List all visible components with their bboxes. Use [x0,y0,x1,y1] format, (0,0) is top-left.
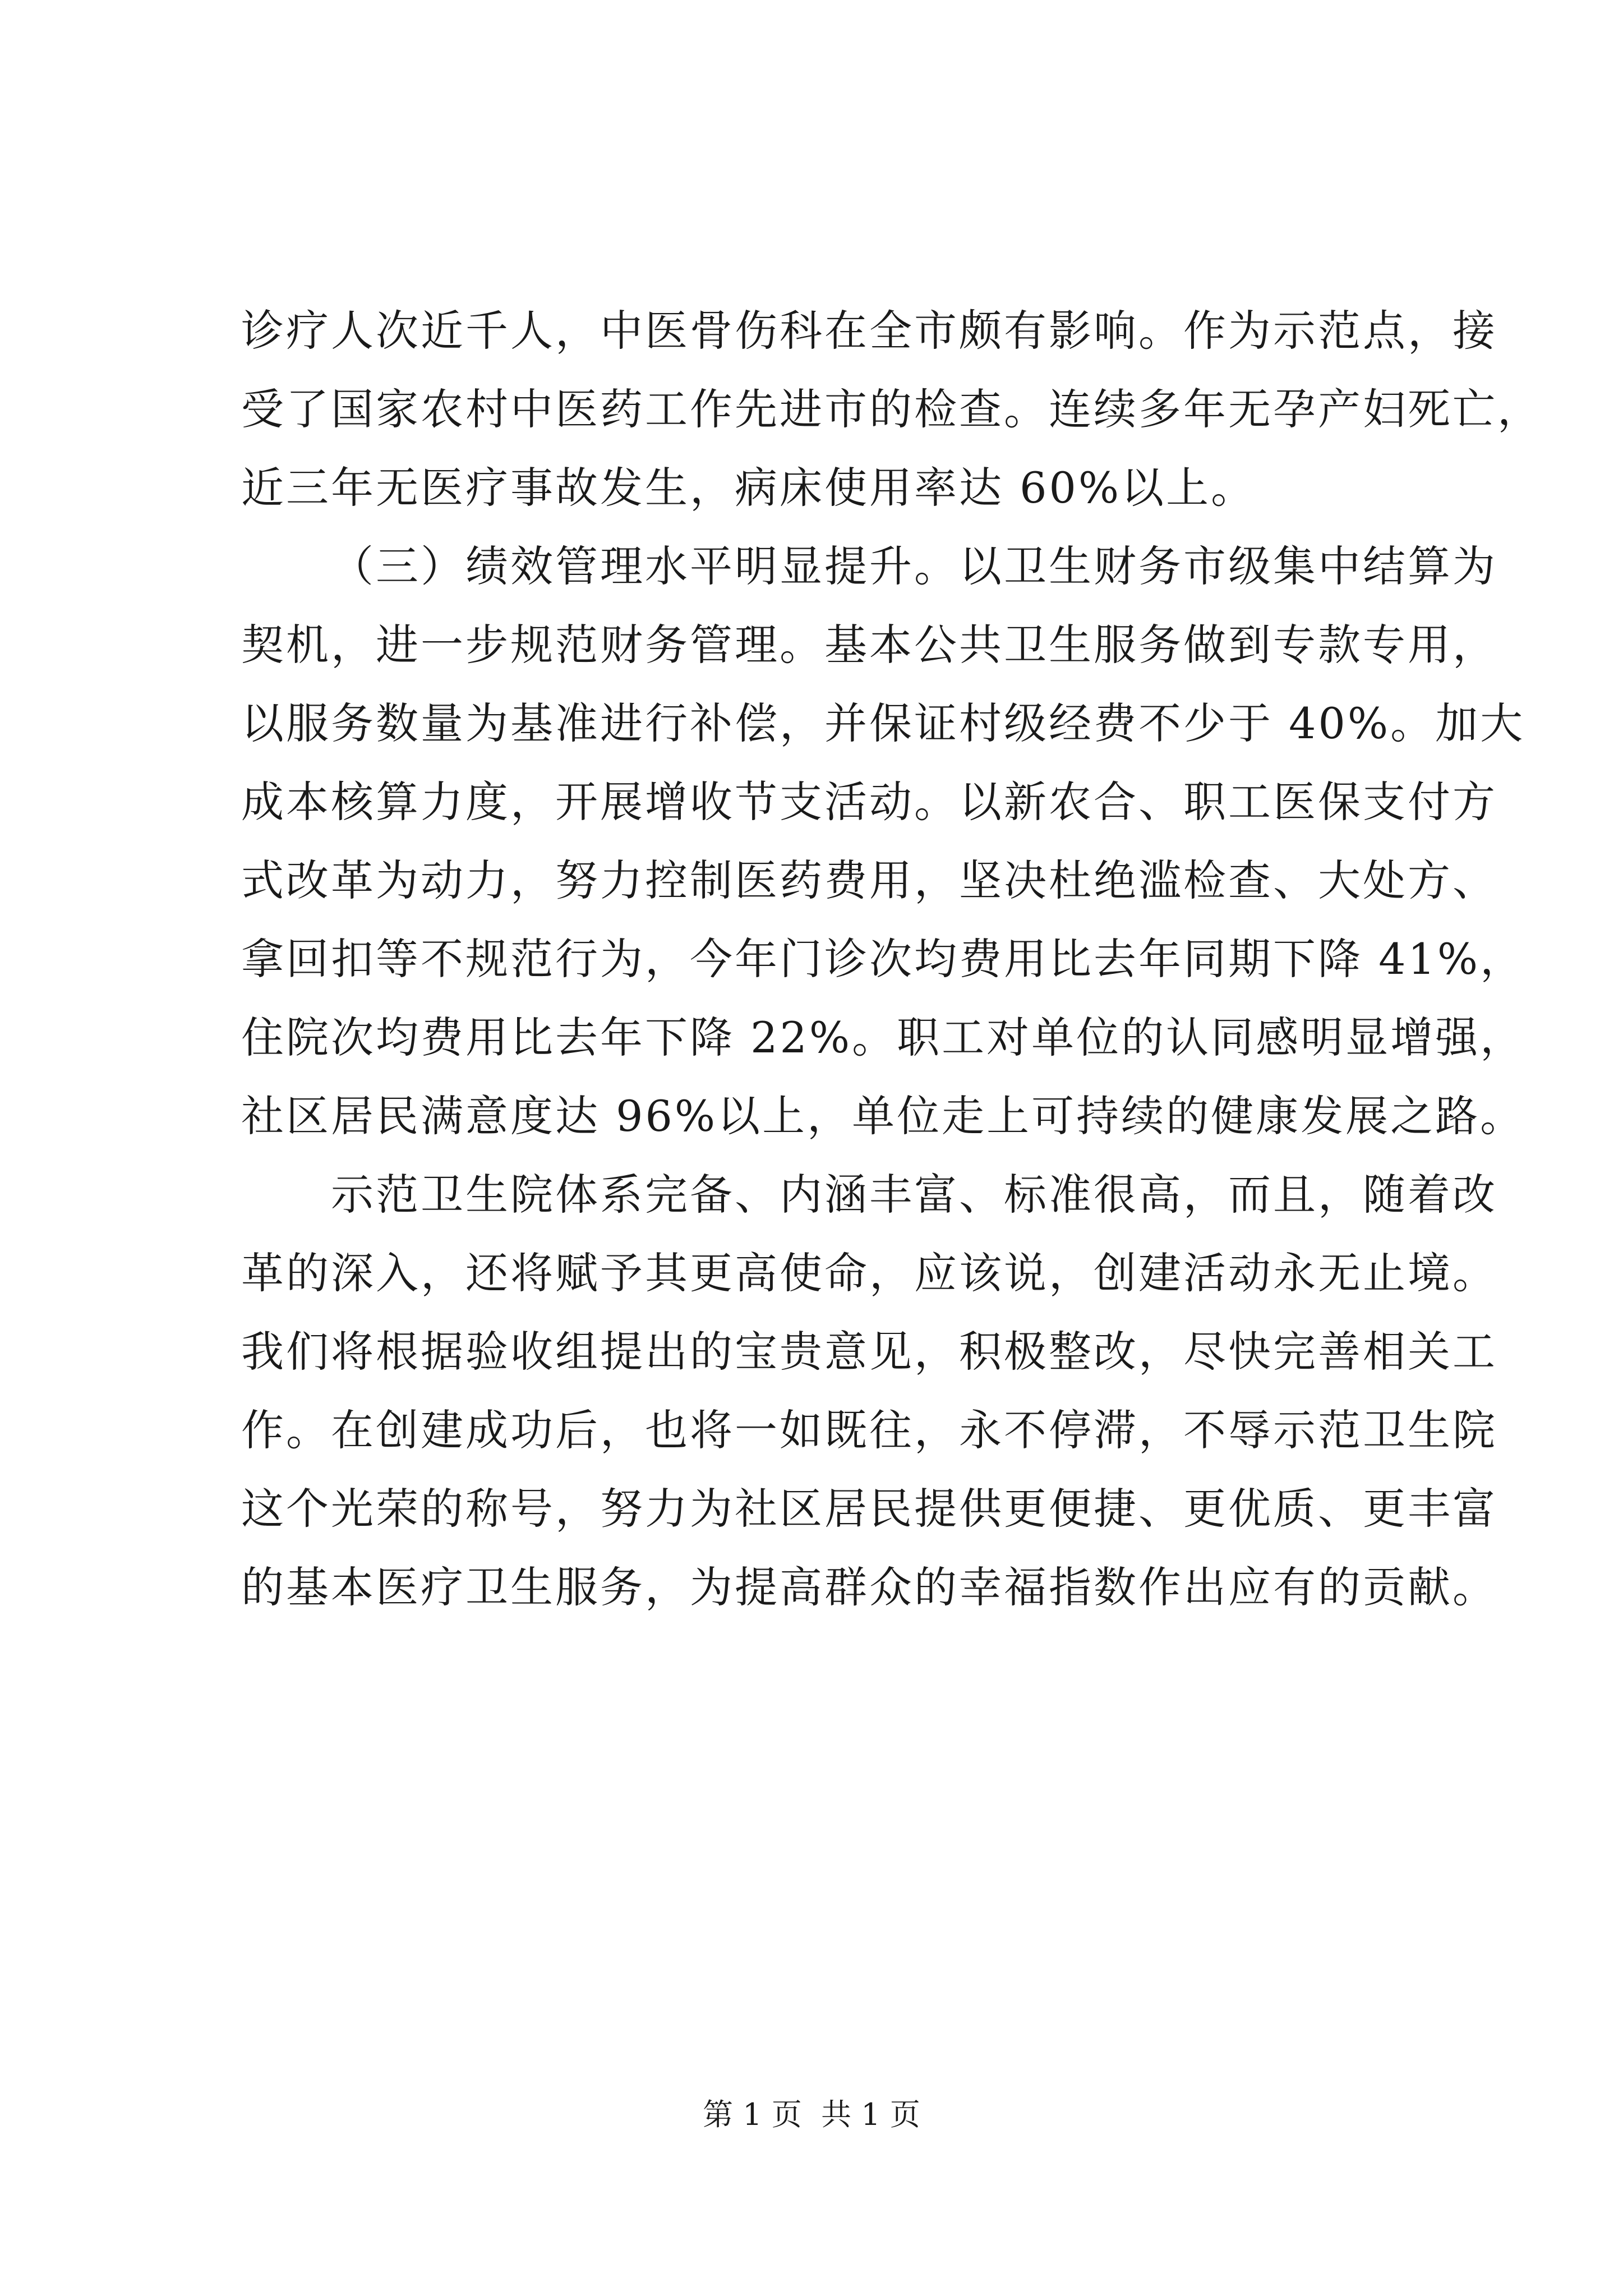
text-line-10: 住院次均费用比去年下降 22%。职工对单位的认同感明显增强， [241,1013,1525,1062]
page-prefix: 第 [703,2097,734,2132]
page-footer [0,2092,1623,2137]
text-line-16: 这个光荣的称号，努力为社区居民提供更便捷、更优质、更丰富 [241,1484,1497,1534]
total-suffix: 页 [889,2097,920,2132]
text-line-4: （三）绩效管理水平明显提升。以卫生财务市级集中结算为 [331,541,1497,591]
total-prefix: 共 [821,2097,852,2132]
text-line-14: 我们将根据验收组提出的宝贵意见，积极整改，尽快完善相关工 [241,1327,1497,1377]
text-line-12: 示范卫生院体系完备、内涵丰富、标准很高，而且，随着改 [331,1170,1497,1220]
text-line-15: 作。在创建成功后，也将一如既往，永不停滞，不辱示范卫生院 [241,1405,1497,1455]
text-line-2: 受了国家农村中医药工作先进市的检查。连续多年无孕产妇死亡， [241,384,1542,434]
text-line-17: 的基本医疗卫生服务，为提高群众的幸福指数作出应有的贡献。 [241,1562,1497,1612]
text-line-13: 革的深入，还将赋予其更高使命，应该说，创建活动永无止境。 [241,1248,1497,1298]
text-line-9: 拿回扣等不规范行为，今年门诊次均费用比去年同期下降 41%， [241,934,1525,984]
document-body [241,292,1542,1627]
page-number: 1 [743,2097,762,2132]
text-line-1: 诊疗人次近千人，中医骨伤科在全市颇有影响。作为示范点，接 [241,306,1497,356]
text-line-3: 近三年无医疗事故发生，病床使用率达 60%以上。 [241,463,1256,513]
text-line-5: 契机，进一步规范财务管理。基本公共卫生服务做到专款专用， [241,620,1497,670]
total-pages: 1 [861,2097,880,2132]
text-line-11: 社区居民满意度达 96%以上，单位走上可持续的健康发展之路。 [241,1091,1525,1141]
text-line-7: 成本核算力度，开展增收节支活动。以新农合、职工医保支付方 [241,777,1497,827]
text-line-8: 式改革为动力，努力控制医药费用，坚决杜绝滥检查、大处方、 [241,855,1497,905]
text-line-6: 以服务数量为基准进行补偿，并保证村级经费不少于 40%。加大 [241,698,1525,748]
page-suffix: 页 [771,2097,802,2132]
